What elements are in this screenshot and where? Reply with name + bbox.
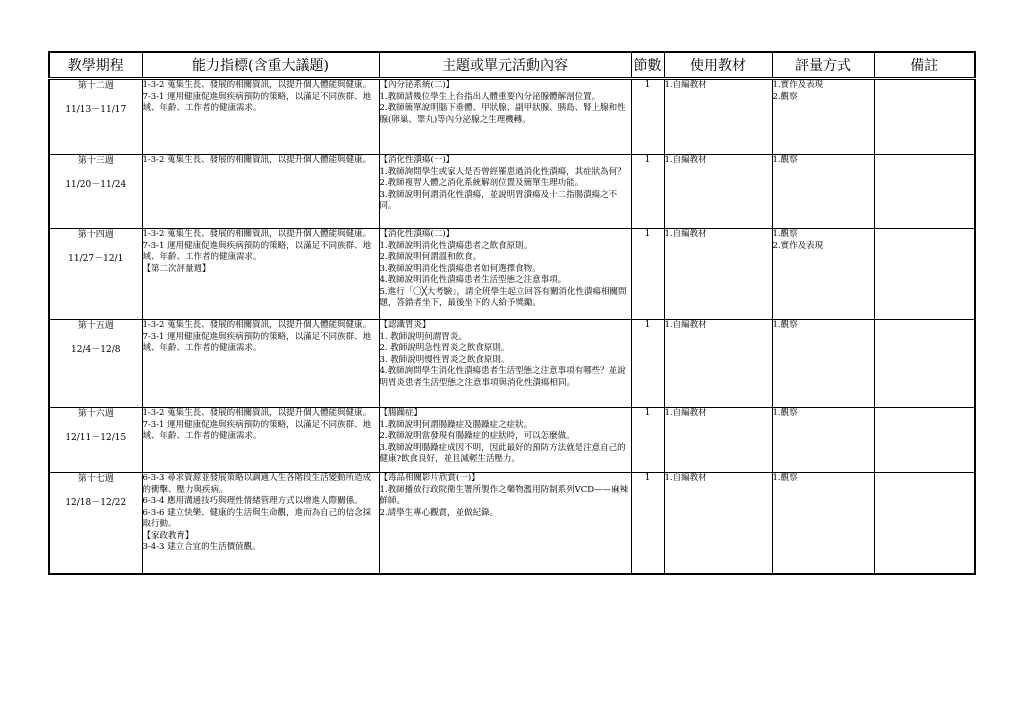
indicator-cell — [142, 473, 379, 575]
materials-cell — [664, 320, 772, 408]
notes-cell — [874, 79, 975, 155]
notes-cell — [874, 320, 975, 408]
lesson-plan-body — [49, 79, 975, 575]
indicator-line: 7-3-1 運用健康促進與疾病預防的策略，以滿足不同族群、地域、年齡、工作者的健康需求。 — [142, 331, 372, 353]
materials-line: 1.自編教材 — [664, 155, 707, 165]
topic-line: 1.教師播放行政院衛生署所製作之藥物濫用防制系列VCD——麻辣鮮師。 — [379, 484, 629, 506]
week-name: 第十七週 — [77, 474, 114, 484]
topic-line: 1.教師說明消化性潰瘍患者之飲食原則。 — [379, 240, 533, 251]
table-row — [49, 408, 975, 473]
indicator-cell — [142, 408, 379, 473]
materials-cell — [664, 408, 772, 473]
topic-line: 3. 教師說明慢性胃炎之飲食原則。 — [379, 354, 510, 365]
topic-line: 5.進行「〇╳大考驗」，請全班學生起立回答有關消化性潰瘍相關問題，答錯者坐下，最後坐下的人給予獎勵。 — [379, 286, 627, 308]
assessment-line: 2.觀察 — [772, 91, 798, 102]
week-cell — [49, 320, 142, 408]
materials-line: 1.自編教材 — [664, 229, 707, 239]
topic-line: 1.教師請幾位學生上台指出人體重要內分泌腺體解剖位置。 — [379, 91, 601, 102]
week-dates: 12/4－12/8 — [71, 345, 121, 355]
table-row — [49, 320, 975, 408]
indicator-line: 6-3-4 應用溝通技巧與理性情緒管理方式以增進人際關係。 — [142, 496, 363, 506]
topic-line: 1.教師說明何謂腸躁症及腸躁症之症狀。 — [379, 419, 533, 430]
topic-line: 2.請學生專心觀賞，並做紀錄。 — [379, 507, 499, 518]
assessment-line: 2.實作及表現 — [772, 240, 824, 251]
materials-cell — [664, 79, 772, 155]
week-cell — [49, 79, 142, 155]
table-row — [49, 79, 975, 155]
header-indicators: 能力指標(含重大議題) — [142, 52, 379, 79]
indicator-line: 【家政教育】 — [142, 530, 194, 541]
assessment-line: 1.觀察 — [772, 473, 798, 483]
topic-line: 3.教師說明腸躁症成因不明，因此最好的預防方法就是注意自己的健康?飲食良好，並且減輕生活壓力。 — [379, 442, 626, 464]
topic-line: 3.教師說明消化性潰瘍患者如何選擇食物。 — [379, 263, 541, 274]
lesson-plan-table — [48, 51, 976, 575]
topic-cell — [379, 155, 631, 229]
week-dates: 11/27－12/1 — [68, 254, 124, 264]
indicator-line: 7-3-1 運用健康促進與疾病預防的策略，以滿足不同族群、地域、年齡、工作者的健康需求。 — [142, 419, 372, 441]
week-name: 第十六週 — [77, 409, 114, 419]
sessions-cell: 1 — [631, 320, 664, 408]
indicator-line: 7-3-1 運用健康促進與疾病預防的策略，以滿足不同族群、地域、年齡、工作者的健康需求。 — [142, 240, 372, 262]
topic-line: 4.教師說明消化性潰瘍患者生活型態之注意事項。 — [379, 275, 567, 285]
assessment-line: 1.實作及表現 — [772, 80, 824, 90]
assessment-cell — [772, 408, 874, 473]
topic-cell — [379, 473, 631, 575]
week-name: 第十四週 — [77, 230, 114, 240]
sessions-cell: 1 — [631, 229, 664, 320]
indicator-line: 6-3-6 建立快樂、健康的生活與生命觀，進而為自己的信念採取行動。 — [142, 507, 372, 529]
topic-line: 2.教師說明何謂溫和飲食。 — [379, 252, 482, 262]
materials-line: 1.自編教材 — [664, 408, 707, 418]
sessions-cell: 1 — [631, 79, 664, 155]
indicator-line: 1-3-2 蒐集生長、發展的相關資訊，以提升個人體能與健康。 — [142, 155, 372, 165]
assessment-line: 1.觀察 — [772, 408, 798, 418]
assessment-cell — [772, 229, 874, 320]
header-topic: 主題或單元活動內容 — [379, 52, 631, 79]
header-assessment: 評量方式 — [772, 52, 874, 79]
sessions-cell: 1 — [631, 408, 664, 473]
materials-cell — [664, 473, 772, 575]
notes-cell — [874, 155, 975, 229]
indicator-line: 1-3-2 蒐集生長、發展的相關資訊，以提升個人體能與健康。 — [142, 408, 372, 418]
table-row — [49, 229, 975, 320]
header-week: 教學期程 — [49, 52, 142, 79]
topic-line: 【毒品相關影片欣賞(一)】 — [379, 473, 480, 483]
topic-cell — [379, 408, 631, 473]
topic-line: 1. 教師說明何謂胃炎。 — [379, 331, 467, 342]
assessment-cell — [772, 320, 874, 408]
indicator-line: 1-3-2 蒐集生長、發展的相關資訊，以提升個人體能與健康。 — [142, 80, 372, 90]
week-cell — [49, 229, 142, 320]
week-name: 第十二週 — [77, 81, 114, 91]
indicator-line: 【第二次評量週】 — [142, 263, 211, 274]
topic-line: 【內分泌系統(二)】 — [379, 80, 455, 90]
topic-line: 4.教師詢問學生消化性潰瘍患者生活型態之注意事項有哪些？並說明胃炎患者生活型態之注意事項與消化性潰瘍相同。 — [379, 366, 626, 388]
topic-cell — [379, 320, 631, 408]
indicator-line: 1-3-2 蒐集生長、發展的相關資訊，以提升個人體能與健康。 — [142, 229, 372, 239]
topic-line: 2.教師說明當發現有腸躁症的症狀時，可以怎麼做。 — [379, 431, 575, 441]
assessment-line: 1.觀察 — [772, 229, 798, 239]
notes-cell — [874, 229, 975, 320]
week-dates: 11/20－11/24 — [65, 180, 127, 190]
week-cell — [49, 155, 142, 229]
table-row — [49, 473, 975, 575]
assessment-cell — [772, 473, 874, 575]
materials-line: 1.自編教材 — [664, 473, 707, 483]
table-row — [49, 155, 975, 229]
topic-line: 【消化性潰瘍(一)】 — [379, 155, 455, 165]
materials-cell — [664, 229, 772, 320]
materials-cell — [664, 155, 772, 229]
topic-line: 2.教師複習人體之消化系統解剖位置及簡單生理功能。 — [379, 178, 584, 188]
header-sessions: 節數 — [631, 52, 664, 79]
header-notes: 備註 — [874, 52, 975, 79]
sessions-cell: 1 — [631, 155, 664, 229]
assessment-cell — [772, 79, 874, 155]
indicator-cell — [142, 155, 379, 229]
notes-cell — [874, 408, 975, 473]
week-name: 第十三週 — [77, 156, 114, 166]
topic-line: 2. 教師說明急性胃炎之飲食原則。 — [379, 343, 510, 353]
indicator-cell — [142, 229, 379, 320]
sessions-cell: 1 — [631, 473, 664, 575]
indicator-line: 1-3-2 蒐集生長、發展的相關資訊，以提升個人體能與健康。 — [142, 320, 372, 330]
topic-line: 【腸躁症】 — [379, 408, 423, 418]
assessment-line: 1.觀察 — [772, 155, 798, 165]
lesson-plan-sheet — [48, 51, 974, 575]
materials-line: 1.自編教材 — [664, 320, 707, 330]
week-dates: 11/13－11/17 — [65, 105, 127, 115]
topic-cell — [379, 229, 631, 320]
indicator-cell — [142, 320, 379, 408]
topic-line: 1.教師詢問學生或家人是否曾經罹患過消化性潰瘍，其症狀為何？ — [379, 166, 626, 177]
indicator-line: 7-3-1 運用健康促進與疾病預防的策略，以滿足不同族群、地域、年齡、工作者的健康需求。 — [142, 91, 372, 113]
week-cell — [49, 473, 142, 575]
week-name: 第十五週 — [77, 321, 114, 331]
week-dates: 12/11－12/15 — [65, 433, 127, 443]
indicator-line: 3-4-3 建立合宜的生活價值觀。 — [142, 542, 261, 552]
indicator-cell — [142, 79, 379, 155]
header-row — [49, 52, 975, 79]
week-dates: 12/18－12/22 — [65, 498, 127, 508]
assessment-cell — [772, 155, 874, 229]
indicator-line: 6-3-3 尋求資源並發展策略以調適人生各階段生活變動所造成的衝擊、壓力與疾病。 — [142, 473, 372, 495]
topic-line: 【認識胃炎】 — [379, 320, 431, 330]
notes-cell — [874, 473, 975, 575]
assessment-line: 1.觀察 — [772, 320, 798, 330]
topic-line: 3.教師說明何謂消化性潰瘍，並說明胃潰瘍及十二指腸潰瘍之不同。 — [379, 189, 618, 211]
header-materials: 使用教材 — [664, 52, 772, 79]
topic-cell — [379, 79, 631, 155]
materials-line: 1.自編教材 — [664, 80, 707, 90]
topic-line: 【消化性潰瘍(二)】 — [379, 229, 455, 239]
topic-line: 2.教師簡單說明腦下垂體、甲狀腺、副甲狀腺、胰島、腎上腺和性腺(卵巢、睪丸)等內分泌腺之生理機轉。 — [379, 103, 626, 125]
week-cell — [49, 408, 142, 473]
